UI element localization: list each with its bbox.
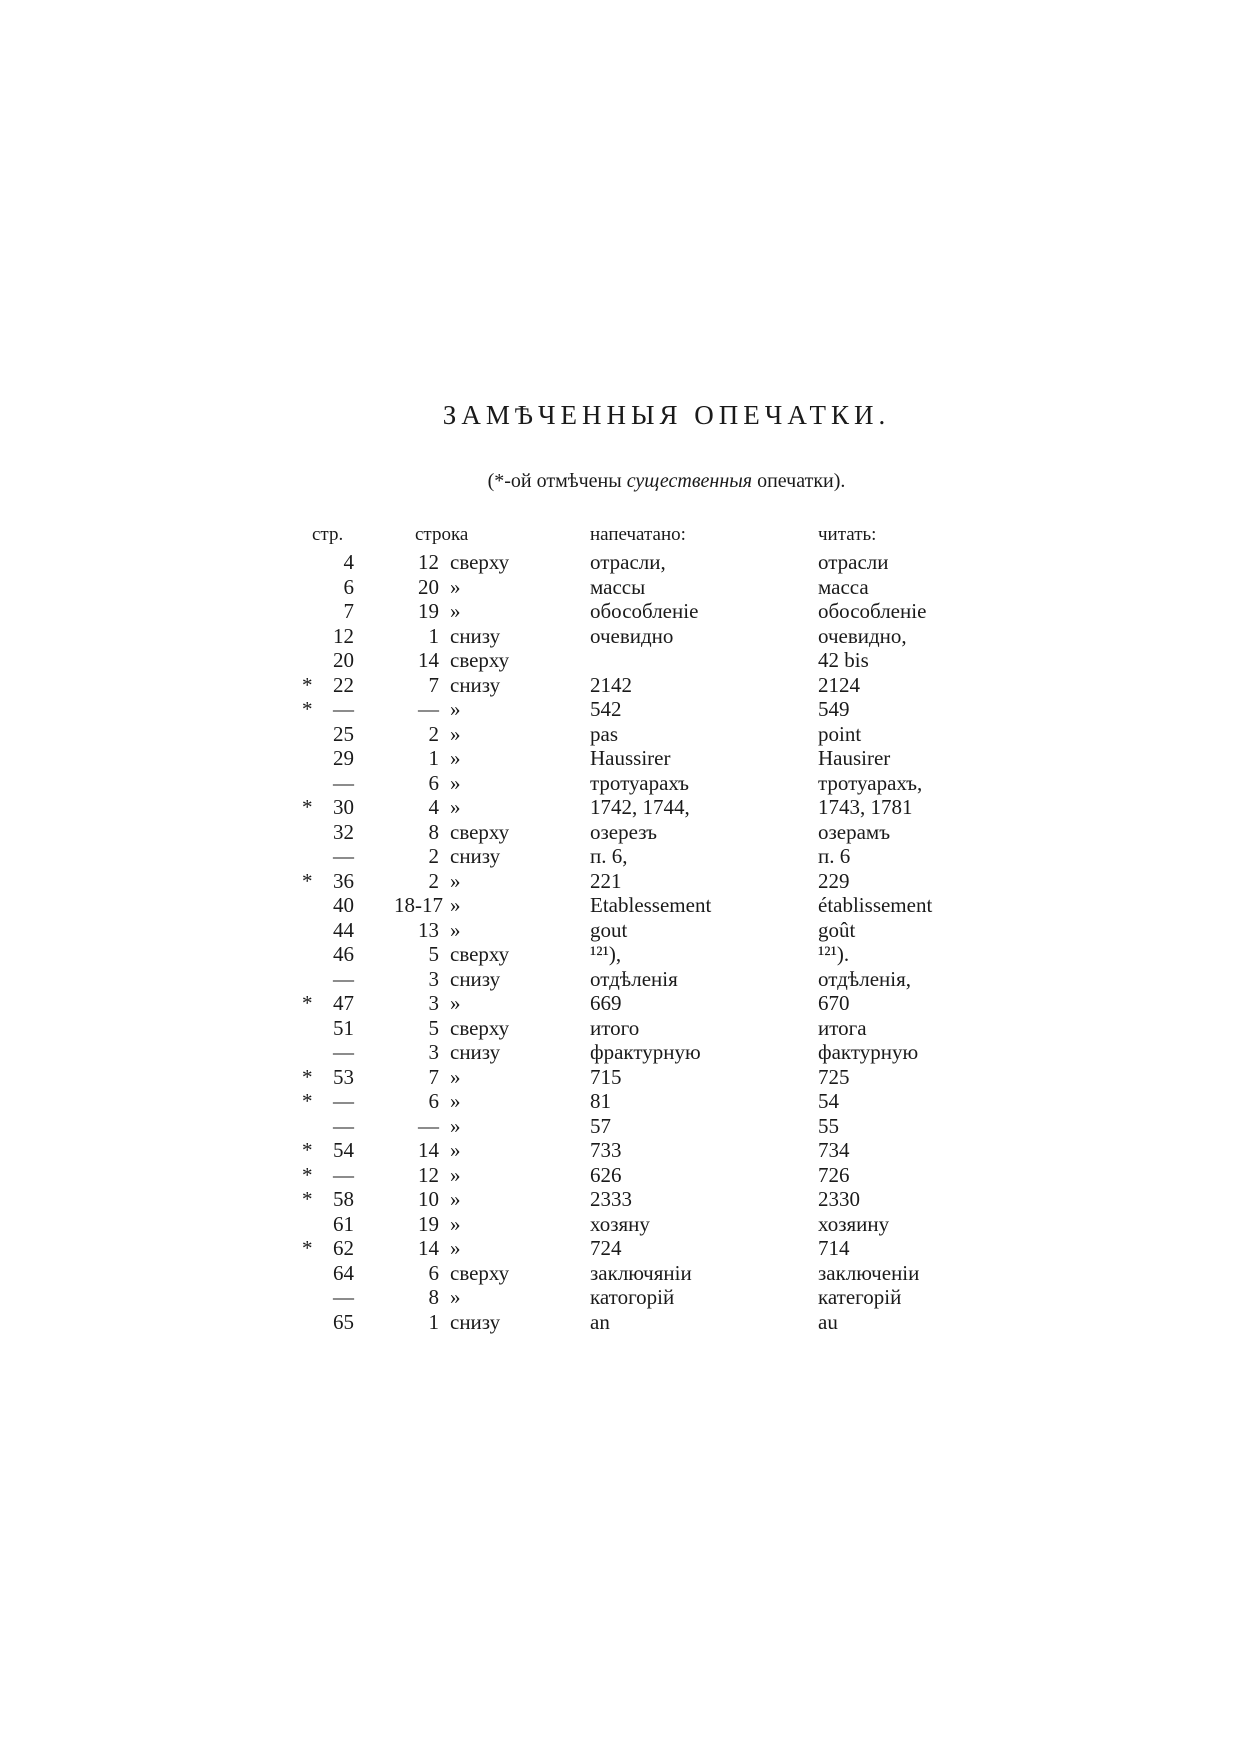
errata-printed: 669 (590, 991, 622, 1015)
errata-row (0, 918, 1241, 943)
errata-printed: 1742, 1744, (590, 795, 690, 819)
errata-dir: » (450, 599, 461, 623)
errata-dir: » (450, 697, 461, 721)
header-page: стр. (312, 524, 344, 545)
errata-printed: gout (590, 917, 628, 942)
header-line: строка (415, 524, 469, 545)
errata-read: établissement (818, 893, 933, 917)
errata-dir: снизу (450, 1040, 501, 1064)
errata-printed: 715 (590, 1064, 622, 1089)
errata-printed: отрасли, (590, 550, 666, 574)
errata-read: 725 (818, 1064, 850, 1089)
errata-page: — (333, 1089, 354, 1113)
errata-printed: 57 (590, 1113, 611, 1138)
errata-row (0, 1310, 1241, 1335)
errata-page: 6 (343, 574, 354, 599)
errata-row (0, 844, 1241, 869)
subtitle-before: (*-ой отмѣчены (487, 470, 627, 492)
errata-page: 46 (333, 942, 354, 966)
errata-printed: 2333 (590, 1187, 632, 1211)
errata-row (0, 893, 1241, 918)
errata-page: 64 (333, 1260, 354, 1285)
errata-page: 20 (333, 648, 354, 672)
errata-page: 58 (333, 1187, 354, 1211)
errata-line: 1 (428, 1309, 439, 1334)
errata-dir: снизу (450, 623, 501, 648)
errata-line: 5 (428, 942, 439, 966)
errata-dir: снизу (450, 672, 501, 697)
errata-row (0, 575, 1241, 600)
errata-line: 4 (428, 795, 439, 819)
errata-row (0, 1212, 1241, 1237)
errata-row (0, 1089, 1241, 1114)
errata-line: 1 (428, 623, 439, 648)
errata-page: 7 (343, 599, 354, 623)
errata-read: тротуарахъ, (818, 770, 923, 795)
errata-dir: » (450, 868, 461, 893)
errata-page: 62 (333, 1236, 354, 1260)
errata-read: хозяину (818, 1211, 890, 1236)
errata-dir: снизу (450, 1309, 501, 1334)
errata-line: 18-17 (394, 893, 443, 917)
errata-read: итога (818, 1015, 867, 1040)
errata-page: — (333, 770, 354, 795)
header-read: читать: (818, 524, 877, 545)
errata-mark: * (302, 1089, 313, 1113)
errata-printed: массы (590, 574, 646, 599)
errata-line: 14 (418, 648, 439, 672)
errata-printed: ¹²¹), (590, 942, 622, 966)
errata-page: 61 (333, 1211, 354, 1236)
errata-printed: итого (590, 1015, 640, 1040)
errata-page: 30 (333, 795, 354, 819)
errata-read: ¹²¹). (818, 942, 850, 966)
errata-line: 12 (418, 550, 439, 574)
errata-row (0, 1187, 1241, 1212)
errata-rows (0, 550, 1241, 1334)
errata-dir: » (450, 1138, 461, 1162)
errata-printed: 221 (590, 868, 622, 893)
errata-dir: сверху (450, 942, 510, 966)
errata-read: озерамъ (818, 819, 891, 844)
errata-page: — (333, 1285, 354, 1309)
errata-printed: 542 (590, 697, 622, 721)
errata-row (0, 697, 1241, 722)
errata-dir: » (450, 574, 461, 599)
errata-row (0, 771, 1241, 796)
errata-read: goût (818, 917, 856, 942)
errata-dir: » (450, 1113, 461, 1138)
errata-read: п. 6 (818, 844, 851, 868)
errata-dir: » (450, 1064, 461, 1089)
errata-read: Hausirer (818, 746, 891, 770)
errata-printed: отдѣленія (590, 966, 678, 991)
errata-printed: тротуарахъ (590, 770, 689, 795)
errata-printed: катогорій (590, 1285, 675, 1309)
errata-line: 1 (428, 746, 439, 770)
errata-page: 32 (333, 819, 354, 844)
errata-printed: pas (590, 721, 618, 746)
errata-page: — (333, 697, 354, 721)
errata-row (0, 967, 1241, 992)
errata-page: — (333, 844, 354, 868)
errata-line: 3 (428, 1040, 439, 1064)
errata-mark: * (302, 1187, 313, 1211)
errata-page: 51 (333, 1015, 354, 1040)
errata-line: 8 (428, 819, 439, 844)
errata-line: 8 (428, 1285, 439, 1309)
errata-table (0, 520, 1241, 1334)
errata-printed: заключяніи (590, 1260, 692, 1285)
errata-read: 2124 (818, 672, 860, 697)
errata-read: 734 (818, 1138, 850, 1162)
errata-page: 25 (333, 721, 354, 746)
errata-line: 6 (428, 1089, 439, 1113)
errata-read: 714 (818, 1236, 850, 1260)
errata-read: 549 (818, 697, 850, 721)
errata-line: 3 (428, 966, 439, 991)
errata-line: 14 (418, 1236, 439, 1260)
errata-dir: » (450, 770, 461, 795)
errata-printed: обособленіе (590, 599, 699, 623)
header-printed: напечатано: (590, 524, 686, 545)
subtitle (0, 470, 1241, 493)
errata-dir: снизу (450, 844, 501, 868)
errata-page: 54 (333, 1138, 354, 1162)
errata-read: au (818, 1309, 838, 1334)
errata-line: 2 (428, 844, 439, 868)
errata-printed: 81 (590, 1089, 611, 1113)
errata-page: — (333, 1162, 354, 1187)
errata-page: 12 (333, 623, 354, 648)
errata-mark: * (302, 1236, 313, 1260)
errata-dir: » (450, 1285, 461, 1309)
errata-row (0, 869, 1241, 894)
errata-read: масса (818, 574, 869, 599)
errata-page: 36 (333, 868, 354, 893)
errata-printed: 724 (590, 1236, 622, 1260)
errata-dir: сверху (450, 1015, 510, 1040)
errata-line: — (418, 1113, 439, 1138)
errata-dir: снизу (450, 966, 501, 991)
errata-row (0, 1040, 1241, 1065)
errata-mark: * (302, 1162, 313, 1187)
errata-mark: * (302, 1064, 313, 1089)
errata-line: 20 (418, 574, 439, 599)
errata-dir: сверху (450, 1260, 510, 1285)
errata-page: 40 (333, 893, 354, 917)
errata-read: point (818, 721, 862, 746)
errata-page: 22 (333, 672, 354, 697)
errata-line: 10 (418, 1187, 439, 1211)
subtitle-after: опечатки). (752, 470, 846, 492)
errata-row (0, 1114, 1241, 1139)
errata-dir: » (450, 721, 461, 746)
errata-printed: п. 6, (590, 844, 628, 868)
errata-read: 2330 (818, 1187, 860, 1211)
errata-row (0, 795, 1241, 820)
errata-printed: 626 (590, 1162, 622, 1187)
errata-printed: хозяну (590, 1211, 650, 1236)
errata-printed: Haussirer (590, 746, 671, 770)
errata-read: фактурную (818, 1040, 919, 1064)
errata-row (0, 648, 1241, 673)
errata-page: 29 (333, 746, 354, 770)
errata-page: 44 (333, 917, 354, 942)
errata-read: отдѣленія, (818, 966, 911, 991)
errata-header (0, 520, 1241, 550)
errata-dir: » (450, 917, 461, 942)
errata-line: 7 (428, 672, 439, 697)
errata-mark: * (302, 991, 313, 1015)
errata-read: категорій (818, 1285, 902, 1309)
errata-read: 1743, 1781 (818, 795, 913, 819)
errata-printed: 2142 (590, 672, 632, 697)
errata-dir: » (450, 795, 461, 819)
errata-line: 19 (418, 1211, 439, 1236)
errata-row (0, 550, 1241, 575)
errata-line: 6 (428, 770, 439, 795)
errata-row (0, 1138, 1241, 1163)
errata-page: 53 (333, 1064, 354, 1089)
errata-row (0, 1016, 1241, 1041)
errata-line: 7 (428, 1064, 439, 1089)
errata-read: 670 (818, 991, 850, 1015)
errata-page: — (333, 1113, 354, 1138)
errata-row (0, 942, 1241, 967)
errata-page: 47 (333, 991, 354, 1015)
errata-read: 54 (818, 1089, 839, 1113)
errata-row (0, 1261, 1241, 1286)
errata-line: — (418, 697, 439, 721)
errata-read: 726 (818, 1162, 850, 1187)
errata-dir: » (450, 1211, 461, 1236)
errata-printed: an (590, 1309, 610, 1334)
errata-line: 2 (428, 868, 439, 893)
errata-dir: » (450, 1187, 461, 1211)
errata-row (0, 746, 1241, 771)
errata-row (0, 991, 1241, 1016)
errata-page: — (333, 966, 354, 991)
errata-row (0, 1065, 1241, 1090)
errata-line: 13 (418, 917, 439, 942)
errata-dir: » (450, 893, 461, 917)
errata-dir: » (450, 1162, 461, 1187)
errata-printed: фрактурную (590, 1040, 701, 1064)
errata-row (0, 1163, 1241, 1188)
errata-mark: * (302, 1138, 313, 1162)
errata-printed: очевидно (590, 623, 674, 648)
errata-mark: * (302, 697, 313, 721)
errata-mark: * (302, 795, 313, 819)
errata-line: 6 (428, 1260, 439, 1285)
errata-dir: » (450, 1089, 461, 1113)
errata-dir: » (450, 1236, 461, 1260)
errata-row (0, 820, 1241, 845)
errata-printed: озерезъ (590, 819, 657, 844)
errata-read: отрасли (818, 550, 889, 574)
errata-line: 2 (428, 721, 439, 746)
errata-line: 12 (418, 1162, 439, 1187)
errata-line: 19 (418, 599, 439, 623)
errata-row (0, 673, 1241, 698)
subtitle-emphasis: существенныя (626, 470, 753, 492)
errata-row (0, 1236, 1241, 1261)
errata-row (0, 1285, 1241, 1310)
errata-page: — (333, 1040, 354, 1064)
errata-line: 5 (428, 1015, 439, 1040)
errata-row (0, 624, 1241, 649)
errata-page: 4 (343, 550, 354, 574)
errata-mark: * (302, 672, 313, 697)
errata-dir: сверху (450, 819, 510, 844)
errata-read: 55 (818, 1113, 839, 1138)
errata-printed: 733 (590, 1138, 622, 1162)
errata-line: 14 (418, 1138, 439, 1162)
errata-read: обособленіе (818, 599, 927, 623)
errata-dir: » (450, 746, 461, 770)
errata-read: 229 (818, 868, 850, 893)
errata-row (0, 599, 1241, 624)
errata-row (0, 722, 1241, 747)
errata-page: 65 (333, 1309, 354, 1334)
errata-read: очевидно, (818, 623, 907, 648)
errata-dir: » (450, 991, 461, 1015)
errata-read: 42 bis (818, 648, 869, 672)
errata-read: заключеніи (818, 1260, 920, 1285)
errata-printed: Etablessement (590, 893, 712, 917)
page-title: ЗАМѢЧЕННЫЯ ОПЕЧАТКИ. (442, 400, 891, 430)
errata-dir: сверху (450, 648, 510, 672)
errata-mark: * (302, 868, 313, 893)
errata-line: 3 (428, 991, 439, 1015)
errata-dir: сверху (450, 550, 510, 574)
